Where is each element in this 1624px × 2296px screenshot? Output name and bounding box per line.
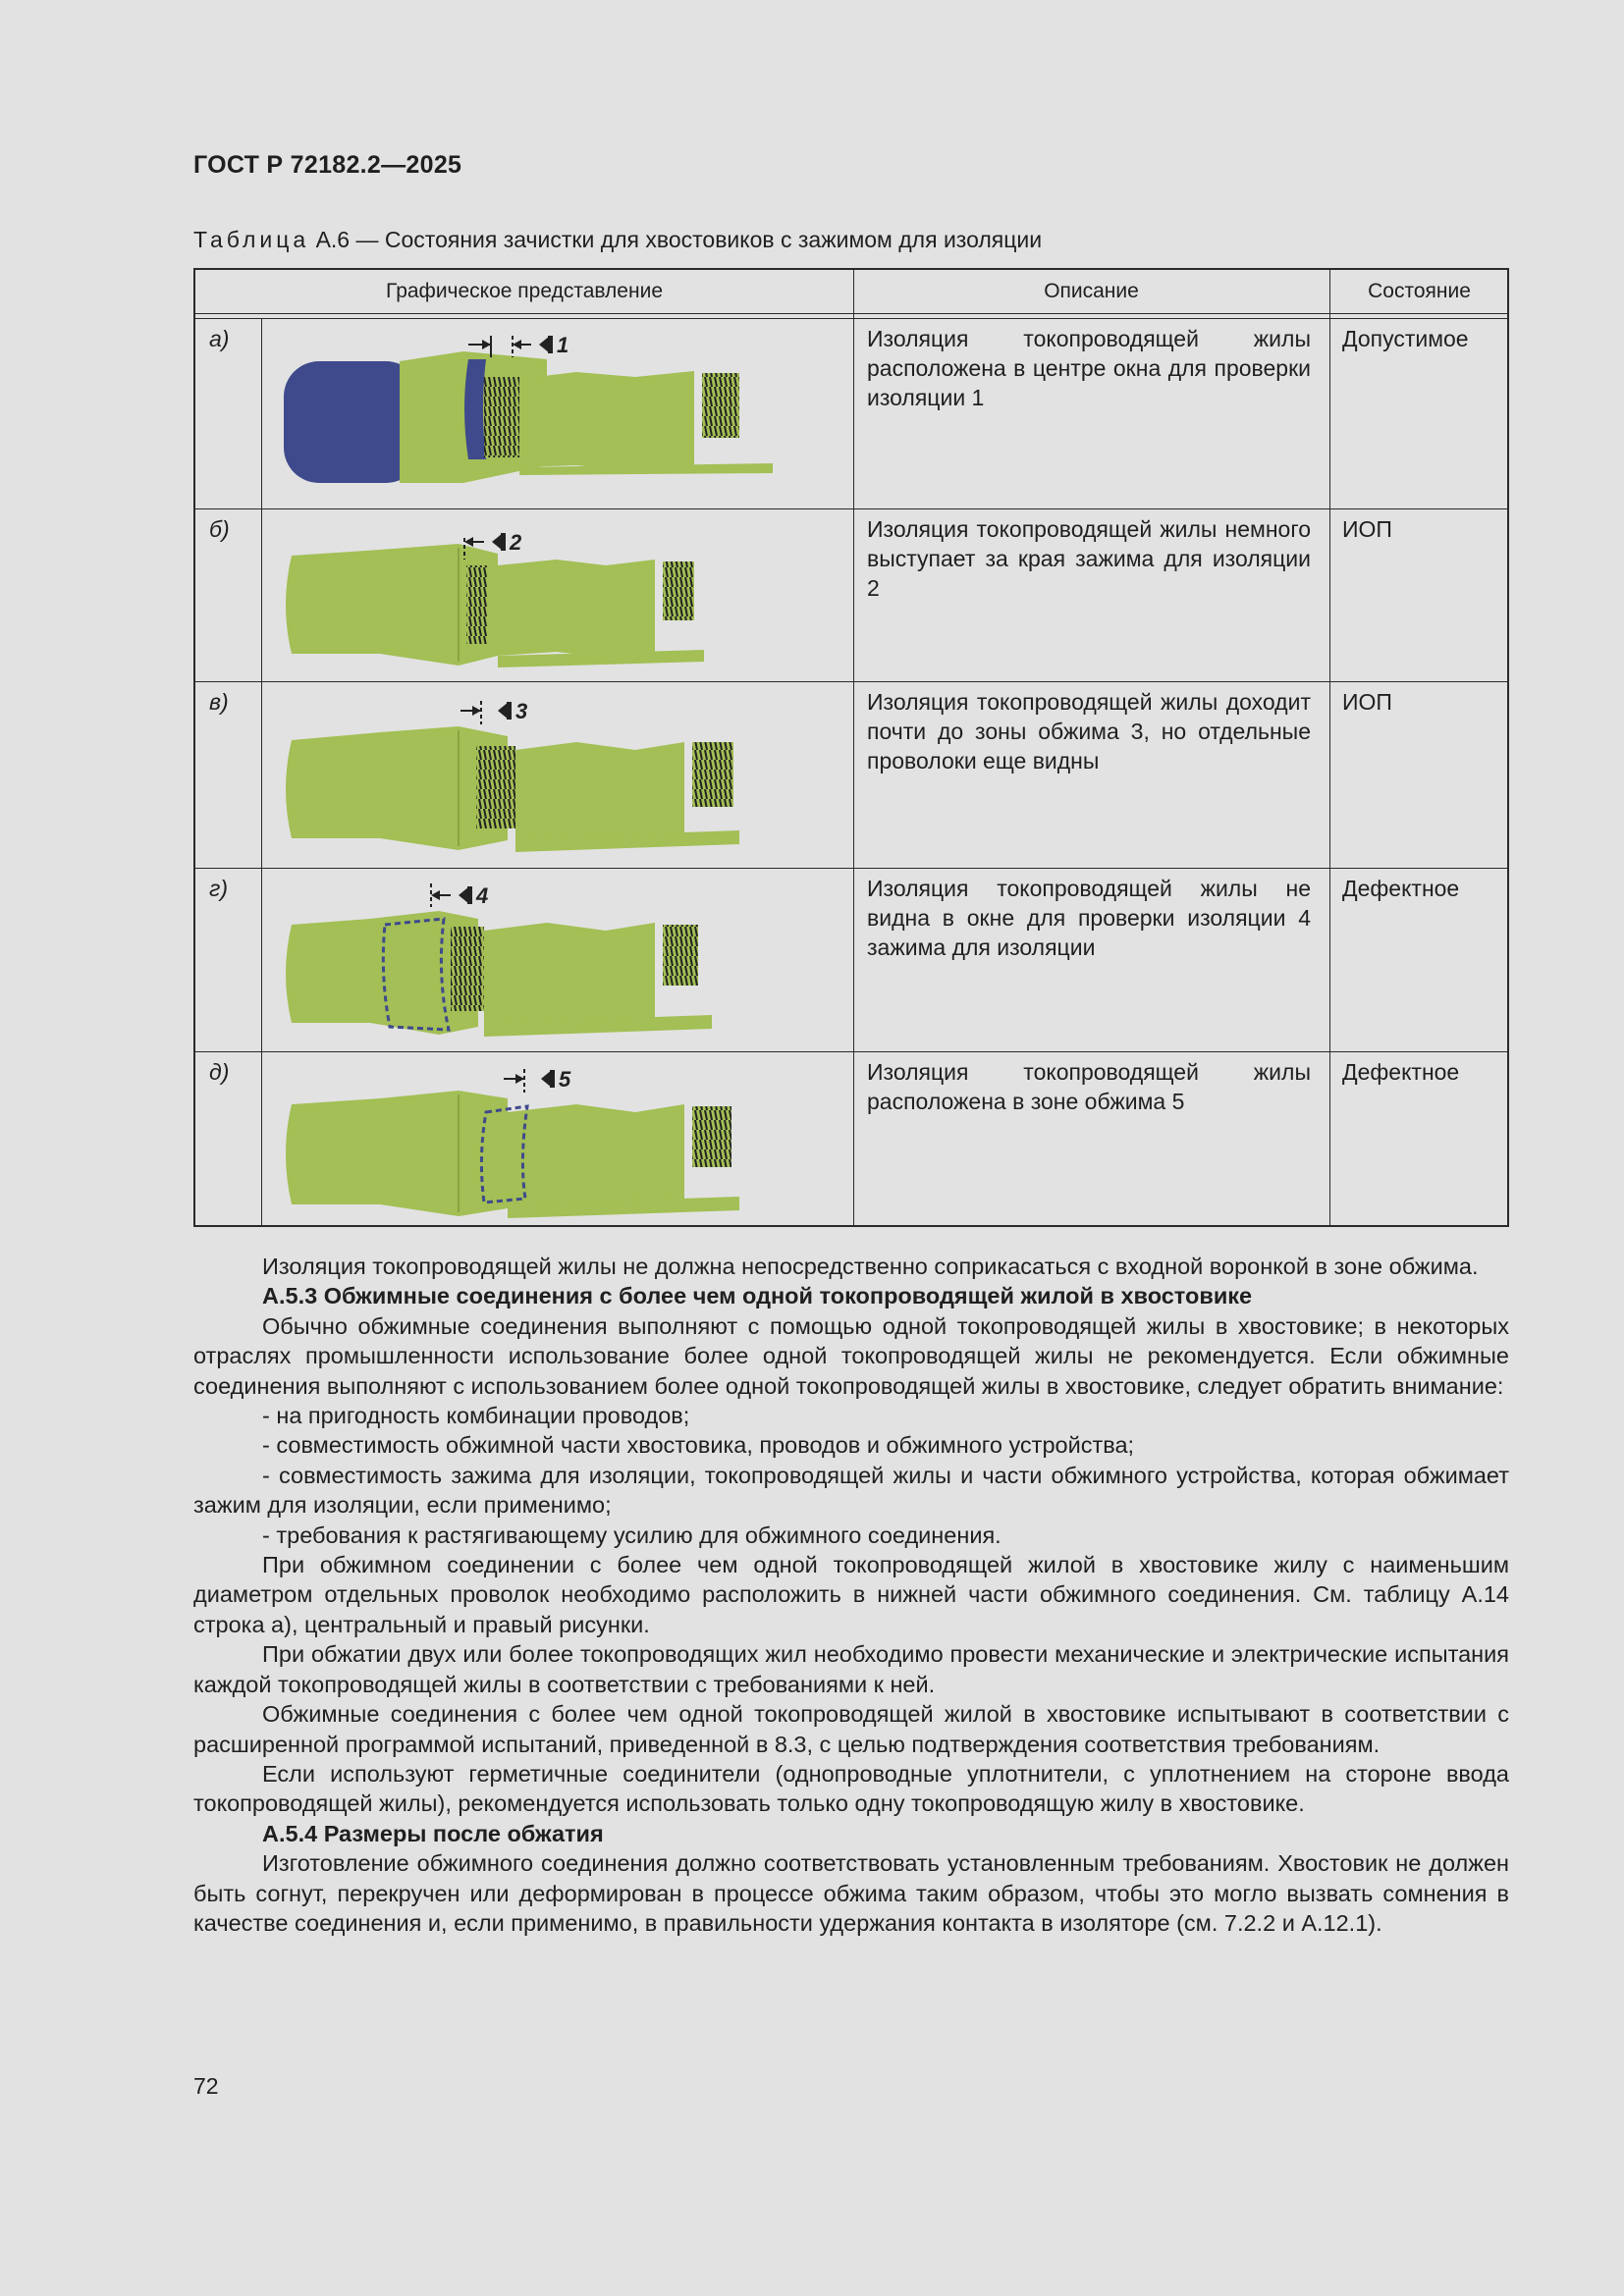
paragraph: Обычно обжимные соединения выполняют с помощью одной токопроводящей жилы в хвостовике; в некоторых отраслях промышленности использование более одной токопроводящей жилы не рекомендуется. Если обжимные соединения выполняют с использованием более одной токопроводящей жилы в хвостовике, следует обратить внимание: — [193, 1312, 1509, 1399]
row-state: Дефектное — [1342, 1059, 1460, 1085]
insulation-clamp — [380, 1091, 508, 1216]
header-divider — [195, 313, 1507, 314]
row-state: ИОП — [1342, 516, 1392, 542]
list-item: - совместимость обжимной части хвостовика, проводов и обжимного устройства; — [262, 1432, 1135, 1459]
exposed-strands — [466, 565, 488, 644]
conductor-end — [692, 1106, 731, 1167]
caption-number: А.6 — [315, 227, 351, 252]
exposed-strands — [451, 927, 484, 1011]
insulation-sleeve — [286, 1098, 380, 1204]
terminal-figure-a — [262, 318, 851, 508]
body-text — [193, 1252, 1509, 1938]
callout-marker: 5 — [559, 1067, 571, 1092]
list-item: - на пригодность комбинации проводов; — [262, 1403, 690, 1429]
terminal-figure-e — [262, 1051, 851, 1227]
exposed-strands — [476, 746, 515, 828]
caption-prefix: Таблица — [193, 227, 310, 252]
page-header: ГОСТ Р 72182.2—2025 — [193, 151, 462, 179]
row-state: ИОП — [1342, 689, 1392, 715]
caption-title: Состояния зачистки для хвостовиков с зажимом для изоляции — [384, 227, 1043, 252]
page-number: 72 — [193, 2073, 219, 2099]
column-header-graphic: Графическое представление — [386, 280, 663, 302]
paragraph: Если используют герметичные соединители (однопроводные уплотнители, с уплотнением на стороне ввода токопроводящей жилы), рекомендуется использовать только одну токопроводящую жилу в хвостовике. — [193, 1760, 1509, 1817]
table-row — [195, 681, 1507, 868]
paragraph: Обжимные соединения с более чем одной токопроводящей жилой в хвостовике испытывают в соответствии с расширенной программой испытаний, приведенной в 8.3, с целью подтверждения соответствия требованиям. — [193, 1701, 1509, 1757]
row-label: г) — [209, 876, 229, 901]
table-row — [195, 318, 1507, 508]
paragraph: При обжатии двух или более токопроводящих жил необходимо провести механические и электрические испытания каждой токопроводящей жилы в соответствии с требованиями к ней. — [193, 1641, 1509, 1697]
column-header-description: Описание — [1044, 280, 1139, 302]
row-description: Изоляция токопроводящей жилы доходит почти до зоны обжима 3, но отдельные проволоки еще видны — [867, 689, 1311, 774]
insulation-window — [464, 359, 486, 459]
list-item: - требования к растягивающему усилию для обжимного соединения. — [262, 1522, 1001, 1548]
caption-dash: — — [355, 227, 379, 252]
terminal-figure-c — [262, 681, 851, 868]
section-heading: А.5.4 Размеры после обжатия — [262, 1820, 604, 1846]
terminal-figure-b — [262, 508, 851, 681]
row-state: Дефектное — [1342, 876, 1460, 901]
exposed-strands — [484, 377, 519, 457]
terminal-figure-d — [262, 868, 851, 1051]
conductor-end — [663, 925, 698, 986]
table-caption — [193, 227, 1042, 253]
conductor-end — [692, 742, 733, 807]
callout-marker: 4 — [476, 883, 489, 908]
table-row — [195, 868, 1507, 1051]
insulation-sleeve — [286, 732, 380, 838]
row-label: б) — [209, 516, 230, 542]
crimp-barrel — [498, 560, 655, 658]
row-description: Изоляция токопроводящей жилы немного выступает за края зажима для изоляции 2 — [867, 516, 1311, 601]
paragraph: При обжимном соединении с более чем одной токопроводящей жилой в хвостовике жилу с наименьшим диаметром отдельных проволок необходимо расположить в нижней части обжимного соединения. См. таблицу А.14 строка а), центральный и правый рисунки. — [193, 1552, 1509, 1637]
crimp-barrel — [515, 742, 684, 844]
insulation-sleeve — [286, 919, 370, 1023]
row-label: д) — [209, 1059, 230, 1085]
row-label: в) — [209, 689, 229, 715]
row-description: Изоляция токопроводящей жилы расположена в зоне обжима 5 — [867, 1059, 1311, 1114]
table-row — [195, 508, 1507, 681]
crimp-barrel — [484, 923, 655, 1027]
paragraph: Изготовление обжимного соединения должно соответствовать установленным требованиям. Хвостовик не должен быть согнут, перекручен или деформирован в процессе обжима таким образом, чтобы это могло вызвать сомнения в качестве соединения и, если применимо, в правильности удержания контакта в изоляторе (см. 7.2.2 и А.12.1). — [193, 1850, 1509, 1936]
callout-marker: 3 — [515, 699, 528, 723]
section-heading: А.5.3 Обжимные соединения с более чем одной токопроводящей жилой в хвостовике — [262, 1283, 1253, 1309]
crimp-barrel — [519, 371, 694, 471]
row-state: Допустимое — [1342, 326, 1469, 351]
callout-marker: 1 — [557, 333, 569, 357]
list-item: - совместимость зажима для изоляции, токопроводящей жилы и части обжимного устройства, которая обжимает зажим для изоляции, если применимо; — [193, 1462, 1509, 1519]
insulation-sleeve — [286, 550, 380, 654]
row-label: а) — [209, 326, 230, 351]
paragraph: Изоляция токопроводящей жилы не должна непосредственно соприкасаться с входной воронкой в зоне обжима. — [262, 1254, 1479, 1279]
row-description: Изоляция токопроводящей жилы расположена в центре окна для проверки изоляции 1 — [867, 326, 1311, 410]
table-row — [195, 1051, 1507, 1227]
callout-marker: 2 — [510, 530, 522, 555]
crimp-barrel — [508, 1104, 684, 1208]
column-header-state: Состояние — [1368, 280, 1471, 302]
conductor-end — [663, 561, 694, 620]
row-description: Изоляция токопроводящей жилы не видна в окне для проверки изоляции 4 зажима для изоляции — [867, 876, 1311, 960]
crimp-states-table — [193, 268, 1509, 1227]
